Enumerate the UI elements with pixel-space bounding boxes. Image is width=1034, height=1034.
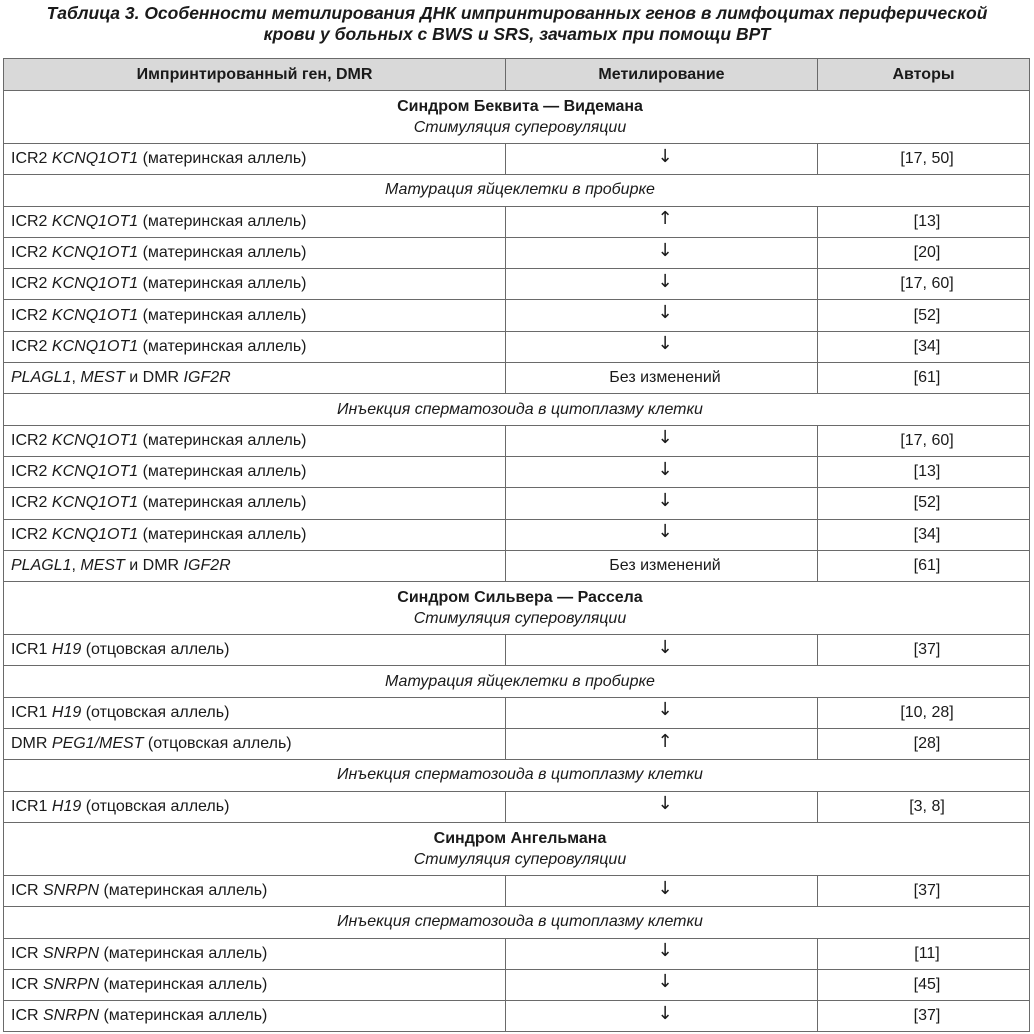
table-row [4,550,1030,581]
authors-cell: [20] [818,237,1030,268]
procedure-row [4,907,1030,938]
authors-cell: [10, 28] [818,697,1030,728]
gene-name-italic: KCNQ1OT1 [51,494,139,512]
authors-cell: [45] [818,969,1030,1000]
gene-cell [4,791,506,822]
syndrome-title: Синдром Сильвера — Рассела [397,589,643,607]
methylation-cell [506,269,818,300]
section-header-row [4,822,1030,875]
authors-cell: [3, 8] [818,791,1030,822]
gene-name-italic: IGF2R [183,557,231,574]
gene-text: ICR [11,882,43,900]
arrow-down-icon: ↓ [657,333,673,355]
methylation-cell [506,938,818,969]
table-body [4,91,1030,1032]
authors-cell: [13] [818,456,1030,487]
methylation-cell [506,1001,818,1032]
table-row [4,875,1030,906]
gene-name-italic: H19 [51,797,82,815]
gene-name-italic: KCNQ1OT1 [51,337,139,355]
gene-cell [4,519,506,550]
section-header-row [4,582,1030,635]
gene-text: ICR [11,1007,43,1025]
gene-text: (материнская аллель) [99,882,268,900]
caption-line-1: Таблица 3. Особенности метилирования ДНК импринтированных генов в лимфоцитах периферической [46,3,988,23]
table-row [4,1001,1030,1032]
gene-name-italic: KCNQ1OT1 [51,431,139,449]
gene-cell [4,363,506,394]
gene-name-italic: KCNQ1OT1 [51,150,139,168]
gene-text: (отцовская аллель) [81,797,230,815]
table-row [4,269,1030,300]
gene-cell [4,456,506,487]
gene-cell [4,144,506,175]
column-header-authors: Авторы [818,59,1030,91]
gene-name-italic: H19 [51,641,82,659]
arrow-down-icon: ↓ [657,1002,673,1024]
table-row [4,697,1030,728]
table-row [4,635,1030,666]
section-header-cell [4,822,1030,875]
arrow-down-icon: ↓ [657,793,673,815]
table-row [4,519,1030,550]
gene-name-italic: SNRPN [43,882,100,900]
methylation-cell [506,300,818,331]
gene-text: (материнская аллель) [99,944,268,962]
gene-cell [4,331,506,362]
methylation-cell [506,488,818,519]
gene-text: , [71,557,81,574]
gene-text: , [71,369,81,387]
table-row [4,363,1030,394]
gene-text: ICR2 [11,306,52,324]
arrow-down-icon: ↓ [657,302,673,324]
gene-text: (материнская аллель) [138,212,307,230]
table-row [4,144,1030,175]
procedure-row [4,175,1030,206]
authors-cell: [17, 50] [818,144,1030,175]
methylation-text: Без изменений [609,557,721,574]
authors-cell: [17, 60] [818,269,1030,300]
methylation-cell [506,875,818,906]
table-caption [0,0,1034,58]
gene-name-italic: SNRPN [43,944,100,962]
gene-text: ICR2 [11,525,52,543]
gene-cell [4,938,506,969]
procedure-row [4,760,1030,791]
syndrome-title: Синдром Беквита — Видемана [397,98,643,115]
authors-cell: [28] [818,729,1030,760]
gene-text: (материнская аллель) [99,1007,268,1025]
gene-name-italic: KCNQ1OT1 [51,275,139,293]
methylation-cell [506,237,818,268]
methylation-cell [506,331,818,362]
procedure-row [4,666,1030,697]
gene-text: и DMR [124,557,184,574]
gene-text: ICR2 [11,150,52,168]
authors-cell: [37] [818,875,1030,906]
gene-text: (отцовская аллель) [81,641,230,659]
gene-text: ICR [11,944,43,962]
gene-cell [4,635,506,666]
gene-text: ICR2 [11,431,52,449]
arrow-down-icon: ↓ [657,239,673,261]
gene-name-italic: H19 [51,703,82,721]
gene-text: ICR [11,975,43,993]
gene-name-italic: IGF2R [183,369,231,387]
gene-name-italic: KCNQ1OT1 [51,212,139,230]
gene-cell [4,875,506,906]
methylation-cell [506,729,818,760]
authors-cell: [11] [818,938,1030,969]
arrow-down-icon: ↓ [657,458,673,480]
arrow-down-icon: ↓ [657,427,673,449]
gene-cell [4,697,506,728]
gene-text: (материнская аллель) [138,244,307,262]
arrow-down-icon: ↓ [657,270,673,292]
arrow-down-icon: ↓ [657,940,673,962]
gene-text: (отцовская аллель) [81,703,230,721]
gene-name-italic: PLAGL1 [11,369,72,387]
procedure-subtitle: Матурация яйцеклетки в пробирке [4,175,1030,206]
gene-name-italic: PLAGL1 [11,557,72,574]
procedure-row [4,394,1030,425]
gene-text: ICR1 [11,797,52,815]
gene-text: (отцовская аллель) [143,735,292,753]
table-row [4,456,1030,487]
gene-text: ICR2 [11,275,52,293]
methylation-cell [506,456,818,487]
authors-cell: [52] [818,488,1030,519]
procedure-subtitle: Стимуляция суперовуляции [413,610,627,628]
arrow-down-icon: ↓ [657,521,673,543]
methylation-cell [506,519,818,550]
caption-line-2: крови у больных с BWS и SRS, зачатых при помощи ВРТ [263,24,771,44]
arrow-down-icon: ↓ [657,971,673,993]
gene-name-italic: KCNQ1OT1 [51,306,139,324]
table-row [4,425,1030,456]
gene-name-italic: MEST [80,557,125,574]
gene-text: ICR2 [11,212,52,230]
gene-cell [4,269,506,300]
gene-cell [4,969,506,1000]
authors-cell: [34] [818,519,1030,550]
gene-name-italic: PEG1/MEST [51,735,144,753]
gene-text: ICR1 [11,703,52,721]
table-row [4,729,1030,760]
gene-text: ICR2 [11,244,52,262]
gene-cell [4,550,506,581]
table-row [4,969,1030,1000]
table-row [4,331,1030,362]
authors-cell: [37] [818,635,1030,666]
gene-text: ICR2 [11,494,52,512]
gene-cell [4,488,506,519]
procedure-subtitle: Инъекция сперматозоида в цитоплазму клетки [4,907,1030,938]
methylation-cell [506,425,818,456]
arrow-down-icon: ↓ [657,145,673,167]
methylation-cell [506,635,818,666]
arrow-up-icon: ↑ [657,208,673,230]
authors-cell: [52] [818,300,1030,331]
arrow-down-icon: ↓ [657,877,673,899]
table-row [4,791,1030,822]
methylation-cell [506,969,818,1000]
column-header-methylation: Метилирование [506,59,818,91]
gene-cell [4,300,506,331]
section-header-row [4,91,1030,144]
authors-cell: [34] [818,331,1030,362]
table-row [4,300,1030,331]
gene-cell [4,425,506,456]
gene-text: (материнская аллель) [138,463,307,481]
gene-name-italic: SNRPN [43,1007,100,1025]
methylation-cell [506,206,818,237]
procedure-subtitle: Инъекция сперматозоида в цитоплазму клетки [4,394,1030,425]
arrow-up-icon: ↑ [657,730,673,752]
authors-cell: [61] [818,363,1030,394]
methylation-table [3,58,1030,1032]
procedure-subtitle: Инъекция сперматозоида в цитоплазму клетки [4,760,1030,791]
gene-cell [4,729,506,760]
header-row [4,59,1030,91]
procedure-subtitle: Стимуляция суперовуляции [413,119,627,136]
gene-cell [4,237,506,268]
authors-cell: [61] [818,550,1030,581]
authors-cell: [13] [818,206,1030,237]
gene-name-italic: KCNQ1OT1 [51,244,139,262]
table-row [4,938,1030,969]
gene-text: ICR1 [11,641,52,659]
gene-cell [4,206,506,237]
arrow-down-icon: ↓ [657,489,673,511]
gene-text: (материнская аллель) [138,525,307,543]
gene-text: (материнская аллель) [138,306,307,324]
table-row [4,206,1030,237]
gene-text: ICR2 [11,337,52,355]
gene-text: ICR2 [11,463,52,481]
methylation-text: Без изменений [609,369,721,387]
procedure-subtitle: Матурация яйцеклетки в пробирке [4,666,1030,697]
gene-text: (материнская аллель) [138,494,307,512]
table-row [4,237,1030,268]
gene-text: DMR [11,735,52,753]
gene-name-italic: KCNQ1OT1 [51,525,139,543]
authors-cell: [17, 60] [818,425,1030,456]
arrow-down-icon: ↓ [657,636,673,658]
arrow-down-icon: ↓ [657,699,673,721]
syndrome-title: Синдром Ангельмана [433,829,607,847]
methylation-cell [506,550,818,581]
gene-text: (материнская аллель) [99,975,268,993]
table-row [4,488,1030,519]
gene-text: (материнская аллель) [138,337,307,355]
methylation-cell [506,363,818,394]
gene-text: (материнская аллель) [138,150,307,168]
authors-cell: [37] [818,1001,1030,1032]
gene-text: (материнская аллель) [138,275,307,293]
gene-text: (материнская аллель) [138,431,307,449]
gene-cell [4,1001,506,1032]
section-header-cell [4,91,1030,144]
gene-name-italic: SNRPN [43,975,100,993]
column-header-gene: Импринтированный ген, DMR [4,59,506,91]
methylation-cell [506,791,818,822]
gene-name-italic: KCNQ1OT1 [51,463,139,481]
methylation-cell [506,144,818,175]
methylation-cell [506,697,818,728]
gene-text: и DMR [124,369,184,387]
section-header-cell [4,582,1030,635]
gene-name-italic: MEST [80,369,125,387]
procedure-subtitle: Стимуляция суперовуляции [413,850,627,868]
